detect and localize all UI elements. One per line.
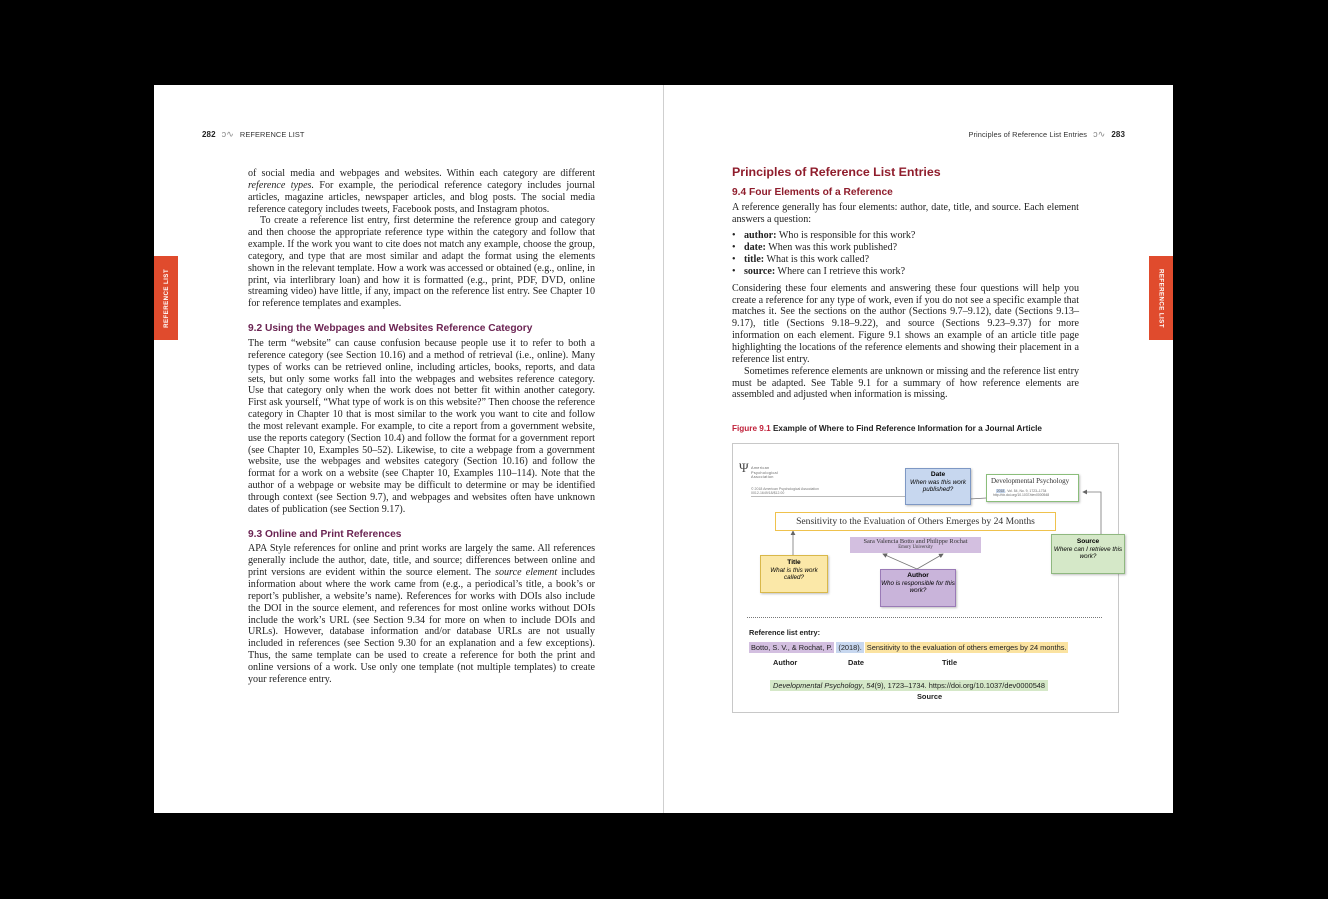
reference-entry-label: Reference list entry: <box>749 628 821 637</box>
figure-9-1 <box>732 443 1123 713</box>
running-head-title: Principles of Reference List Entries <box>968 130 1088 139</box>
paragraph: Considering these four elements and answering these four questions will help you create a reference for any type of work, even if you do not see a specific example that matches it. See the sections on the author (Sections 9.7–9.12), date (Sections 9.13–9.17), title (Sections 9.18–9.22), and source (Sections 9.23–9.37) for more information on each element. Figure 9.1 shows an example of an article title page highlighting the locations of the reference elements and showing their placement in a reference list entry. <box>732 282 1079 365</box>
right-text-column <box>732 165 1079 401</box>
ref-title: Sensitivity to the evaluation of others emerges by 24 months. <box>866 643 1067 652</box>
left-page <box>154 85 663 813</box>
side-tab-left: REFERENCE LIST <box>154 256 178 340</box>
label-author: Author <box>773 658 798 667</box>
running-head-left <box>202 129 305 140</box>
page-number-right: 283 <box>1111 130 1125 139</box>
figure-caption-text: Example of Where to Find Reference Information for a Journal Article <box>772 424 1042 433</box>
source-callout: Source Where can I retrieve this work? <box>1051 534 1125 574</box>
journal-title: Developmental Psychology <box>991 477 1070 485</box>
ref-date: (2018). <box>838 643 862 652</box>
paragraph: The term “website” can cause confusion because people use it to refer to both a reference category (see Section 10.16) and a method of retrieval (i.e., online). Many types of works can be retrieved online, including articles, books, reports, and data sets, but only some works fall into the webpages and websites reference category. Use that category only when the work does not better fit within another category. First ask yourself, “What type of work is on this website?” Then choose the reference category in Chapter 10 that is most similar to the work you want to cite and follow the most relevant example. For example, to cite a report from a government website, use the reports category (Section 10.4) and follow the format for a government report (see Chapter 10, Examples 50–52). Likewise, to cite a webpage from a government website, use the webpages and websites category (Section 10.16) and follow the format for a work on a website (see Chapter 10, Examples 110–114). Note that the author of a webpage or website may be difficult to determine or may be identified through context (see Section 9.7), and webpages and websites often have unknown dates of publication (see Section 9.17). <box>248 337 595 515</box>
source-arrow <box>1083 492 1101 534</box>
dotted-divider <box>747 617 1102 618</box>
list-item: • author: Who is responsible for this work? <box>732 230 1079 242</box>
psi-logo-icon: Ψ <box>739 460 749 475</box>
author-arrow <box>917 554 943 569</box>
list-item: • source: Where can I retrieve this work? <box>732 266 1079 278</box>
page-number-left: 282 <box>202 130 216 139</box>
label-title: Title <box>942 658 958 667</box>
ornament-icon: ↄ∿ <box>221 129 234 139</box>
article-title: Sensitivity to the Evaluation of Others Emerges by 24 Months <box>775 512 1056 531</box>
journal-citation: 2018, Vol. 54, No. 9, 1723–1734 http://dx.doi.org/10.1037/dev0000548 <box>993 489 1050 497</box>
paragraph: of social media and webpages and websites. Within each category are different reference types. For example, the periodical reference category includes journal articles, magazine articles, newspaper articles, and blog posts. The social media reference category includes tweets, Facebook posts, and Instagram photos. <box>248 168 595 215</box>
reference-source: Developmental Psychology, 54(9), 1723–1734. https://doi.org/10.1037/dev0000548 <box>770 681 1048 690</box>
section-heading-9-4: 9.4 Four Elements of a Reference <box>732 186 893 198</box>
author-callout: Author Who is responsible for this work? <box>880 569 956 607</box>
author-arrow <box>883 554 917 569</box>
list-item: • date: When was this work published? <box>732 242 1079 254</box>
running-head-right <box>968 129 1125 140</box>
figure-label: Figure 9.1 <box>732 424 771 433</box>
paragraph: To create a reference list entry, first determine the reference group and category and then choose the appropriate reference type within the category and follow that example. If the work you want to cite does not match any example, choose the group, category, and type that are most similar and adapt the format using the elements shown in the relevant template. How a work was accessed or obtained (e.g., online, in print, via interlibrary loan) and how it is formatted (e.g., print, PDF, DVD, online streaming video) have little, if any, impact on the reference list entry. See Chapter 10 for reference templates and examples. <box>248 215 595 310</box>
section-heading-9-2: 9.2 Using the Webpages and Websites Reference Category <box>248 323 533 335</box>
list-item: • title: What is this work called? <box>732 254 1079 266</box>
date-callout: Date When was this work published? <box>905 468 971 505</box>
label-date: Date <box>848 658 865 667</box>
paragraph: A reference generally has four elements: author, date, title, and source. Each element answers a question: <box>732 201 1079 225</box>
ornament-icon: ↄ∿ <box>1093 129 1106 139</box>
reference-entry <box>749 643 1068 652</box>
journal-header <box>986 474 1079 502</box>
paragraph: Sometimes reference elements are unknown or missing and the reference list entry must be adapted. See Table 9.1 for a summary of how reference elements are assembled and adjusted when information is missing. <box>732 365 1079 401</box>
title-callout: Title What is this work called? <box>760 555 828 593</box>
section-heading-9-3: 9.3 Online and Print References <box>248 528 402 540</box>
book-spread <box>154 85 1173 813</box>
left-text-column <box>248 168 595 686</box>
element-list <box>732 230 1079 277</box>
label-source: Source <box>917 692 943 701</box>
running-head-title: REFERENCE LIST <box>239 130 305 139</box>
side-tab-right: REFERENCE LIST <box>1149 256 1173 340</box>
paragraph: APA Style references for online and print works are largely the same. All references generally include the author, date, title, and source; differences between online and print versions are evident within the source element. The source element includes information about where the work came from (e.g., a periodical’s title, a book’s or report’s publisher, a website’s name). References for works with DOIs also include the DOI in the source element, and references for most online works without DOIs include the work’s URL (see Section 9.34 for more on when to include DOIs and URLs). However, database information and/or database URLs are not usually included in references (see Section 9.30 for an explanation and a few exceptions). Thus, the same template can be used to create a reference for both the print and online versions of a work. Use only one template (not multiple templates) to create your reference entry. <box>248 543 595 685</box>
chapter-heading: Principles of Reference List Entries <box>732 165 941 179</box>
right-page <box>664 85 1173 813</box>
publisher-logo: Ψ American Psychological Association <box>739 460 779 480</box>
ref-author: Botto, S. V., & Rochat, P. <box>751 643 833 652</box>
article-copyright: © 2018 American Psychological Association 0012-1649/18/$12.00 <box>751 487 819 496</box>
figure-caption <box>732 424 1042 433</box>
divider <box>751 496 921 497</box>
article-authors: Sara Valencia Botto and Philippe Rochat Emory University <box>850 537 981 553</box>
